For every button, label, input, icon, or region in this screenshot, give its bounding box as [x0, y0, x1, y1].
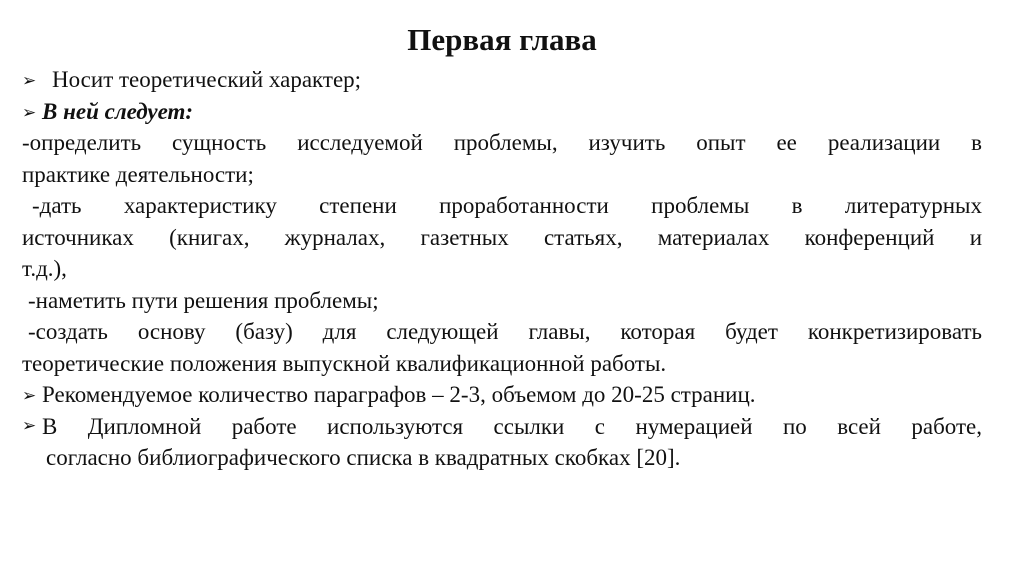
list-item: [22, 411, 982, 443]
text-line: -определить сущность исследуемой проблемы, изучить опыт ее реализации в: [22, 130, 982, 155]
text-line: -создать основу (базу) для следующей главы, которая будет конкретизировать: [28, 319, 982, 344]
text-line: -дать характеристику степени проработанности проблемы в литературных: [32, 193, 982, 218]
arrow-bullet-icon: ➢: [22, 71, 37, 91]
text-line: т.д.),: [22, 256, 67, 281]
list-item-text: В Дипломной работе используются ссылки с нумерацией по всей работе,: [42, 413, 982, 439]
text-line: -наметить пути решения проблемы;: [28, 287, 379, 313]
text-line: теоретические положения выпускной квалификационной работы.: [22, 350, 667, 376]
list-item: [22, 64, 982, 96]
text-line: источниках (книгах, журналах, газетных статьях, материалах конференций и: [22, 224, 982, 250]
list-item-text: Носит теоретический характер;: [52, 67, 362, 92]
list-item-text: В ней следует:: [42, 98, 194, 124]
text-line: согласно библиографического списка в квадратных скобках [20].: [46, 445, 681, 470]
slide-content: [22, 64, 982, 474]
text-line: практике деятельности;: [22, 161, 254, 187]
arrow-bullet-icon: ➢: [22, 102, 37, 123]
list-item-text: Рекомендуемое количество параграфов – 2-3, объемом до 20-25 страниц.: [42, 382, 756, 407]
list-item: [22, 96, 982, 128]
list-item: [22, 379, 982, 411]
arrow-bullet-icon: ➢: [22, 386, 37, 406]
arrow-bullet-icon: ➢: [22, 415, 37, 436]
slide-title: Первая глава: [407, 22, 597, 57]
